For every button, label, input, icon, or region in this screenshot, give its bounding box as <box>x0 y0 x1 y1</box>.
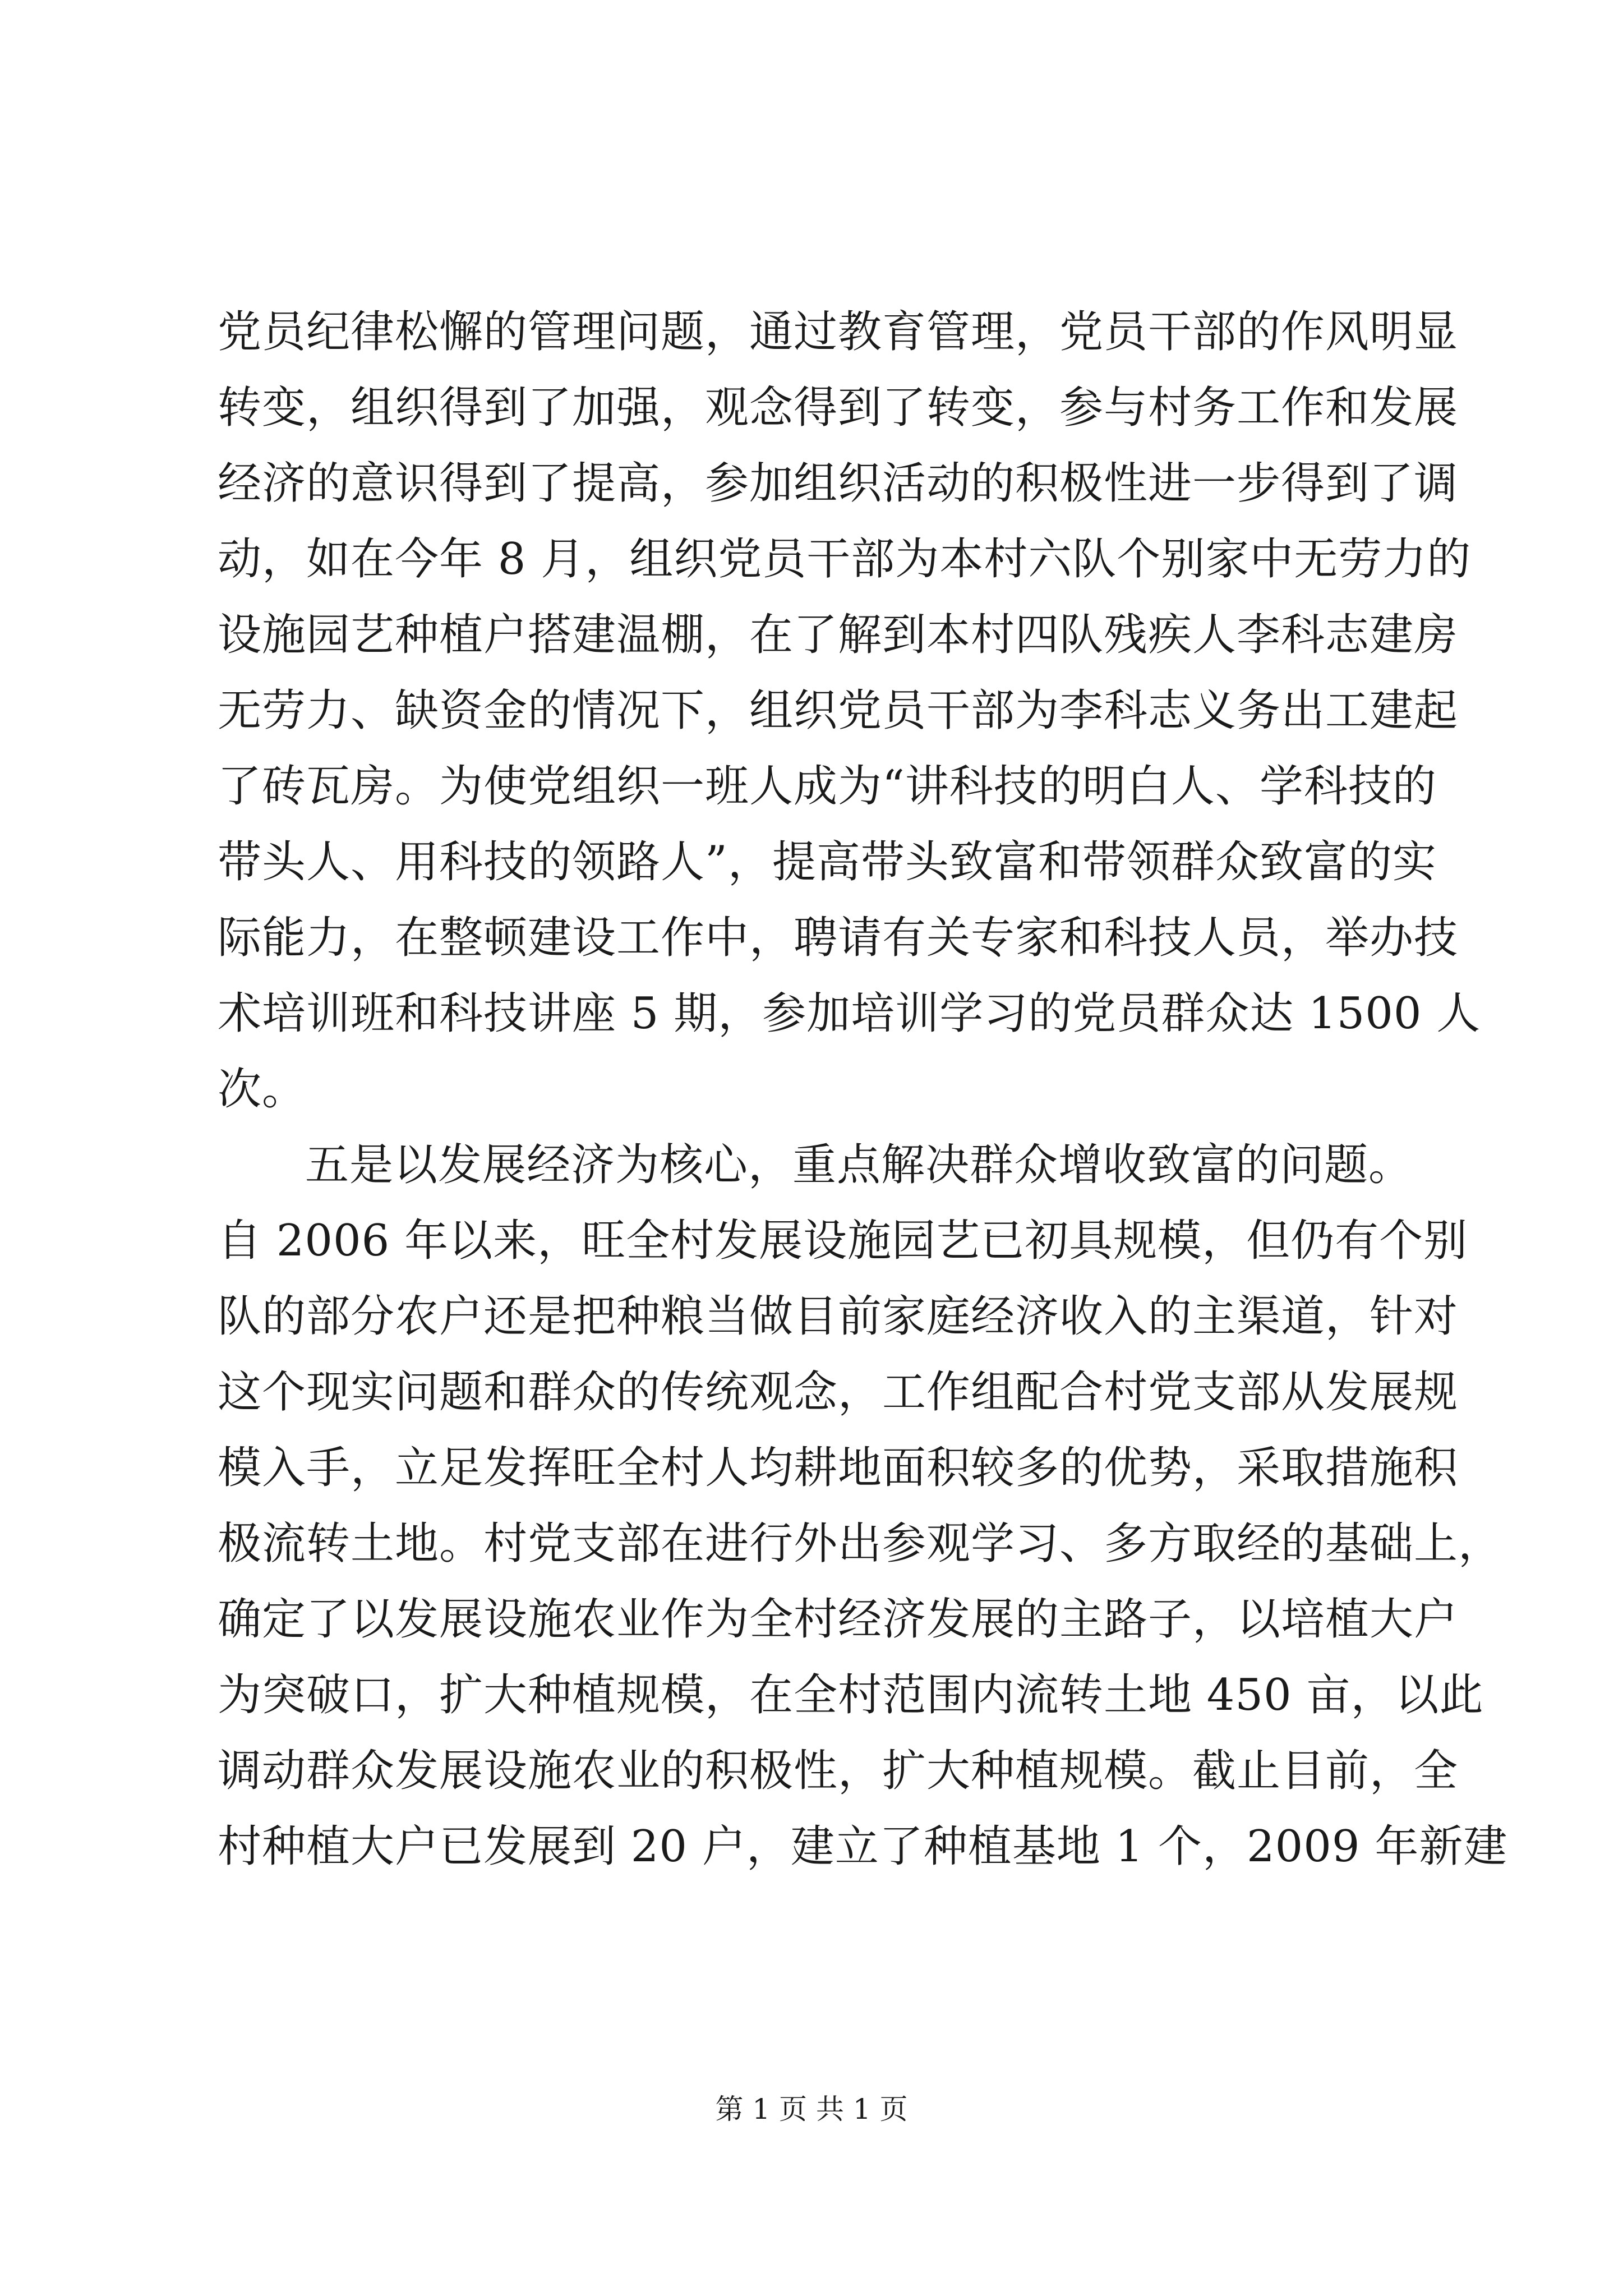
text-line: 际能力，在整顿建设工作中，聘请有关专家和科技人员，举办技 <box>218 913 1459 963</box>
text-line: 这个现实问题和群众的传统观念，工作组配合村党支部从发展规 <box>218 1367 1459 1418</box>
text-line: 模入手，立足发挥旺全村人均耕地面积较多的优势，采取措施积 <box>218 1443 1459 1493</box>
text-line: 村种植大户已发展到 20 户，建立了种植基地 1 个，2009 年新建 <box>218 1821 1508 1872</box>
body-text <box>218 295 1508 1885</box>
text-line: 经济的意识得到了提高，参加组织活动的积极性进一步得到了调 <box>218 458 1459 509</box>
paragraph-heading-line: 五是以发展经济为核心，重点解决群众增收致富的问题。 <box>305 1140 1413 1190</box>
text-line: 动，如在今年 8 月，组织党员干部为本村六队个别家中无劳力的 <box>218 534 1472 585</box>
text-line: 调动群众发展设施农业的积极性，扩大种植规模。截止目前，全 <box>218 1746 1459 1796</box>
text-line: 党员纪律松懈的管理问题，通过教育管理，党员干部的作风明显 <box>218 307 1459 357</box>
text-line: 队的部分农户还是把种粮当做目前家庭经济收入的主渠道，针对 <box>218 1291 1459 1342</box>
text-line: 确定了以发展设施农业作为全村经济发展的主路子，以培植大户 <box>218 1594 1459 1645</box>
text-line: 极流转土地。村党支部在进行外出参观学习、多方取经的基础上， <box>218 1519 1503 1569</box>
text-line: 术培训班和科技讲座 5 期，参加培训学习的党员群众达 1500 人 <box>218 988 1481 1039</box>
text-line: 转变，组织得到了加强，观念得到了转变，参与村务工作和发展 <box>218 383 1459 433</box>
text-line: 为突破口，扩大种植规模，在全村范围内流转土地 450 亩，以此 <box>218 1670 1484 1720</box>
text-line: 了砖瓦房。为使党组织一班人成为“讲科技的明白人、学科技的 <box>218 761 1437 812</box>
text-line: 次。 <box>218 1064 307 1115</box>
page-footer <box>0 2090 1623 2129</box>
text-line: 设施园艺种植户搭建温棚，在了解到本村四队残疾人李科志建房 <box>218 610 1459 660</box>
page-number-label: 第 1 页 共 1 页 <box>715 2093 908 2125</box>
text-line: 无劳力、缺资金的情况下，组织党员干部为李科志义务出工建起 <box>218 685 1459 736</box>
text-line: 自 2006 年以来，旺全村发展设施园艺已初具规模，但仍有个别 <box>218 1216 1468 1266</box>
text-line: 带头人、用科技的领路人”，提高带头致富和带领群众致富的实 <box>218 837 1437 887</box>
